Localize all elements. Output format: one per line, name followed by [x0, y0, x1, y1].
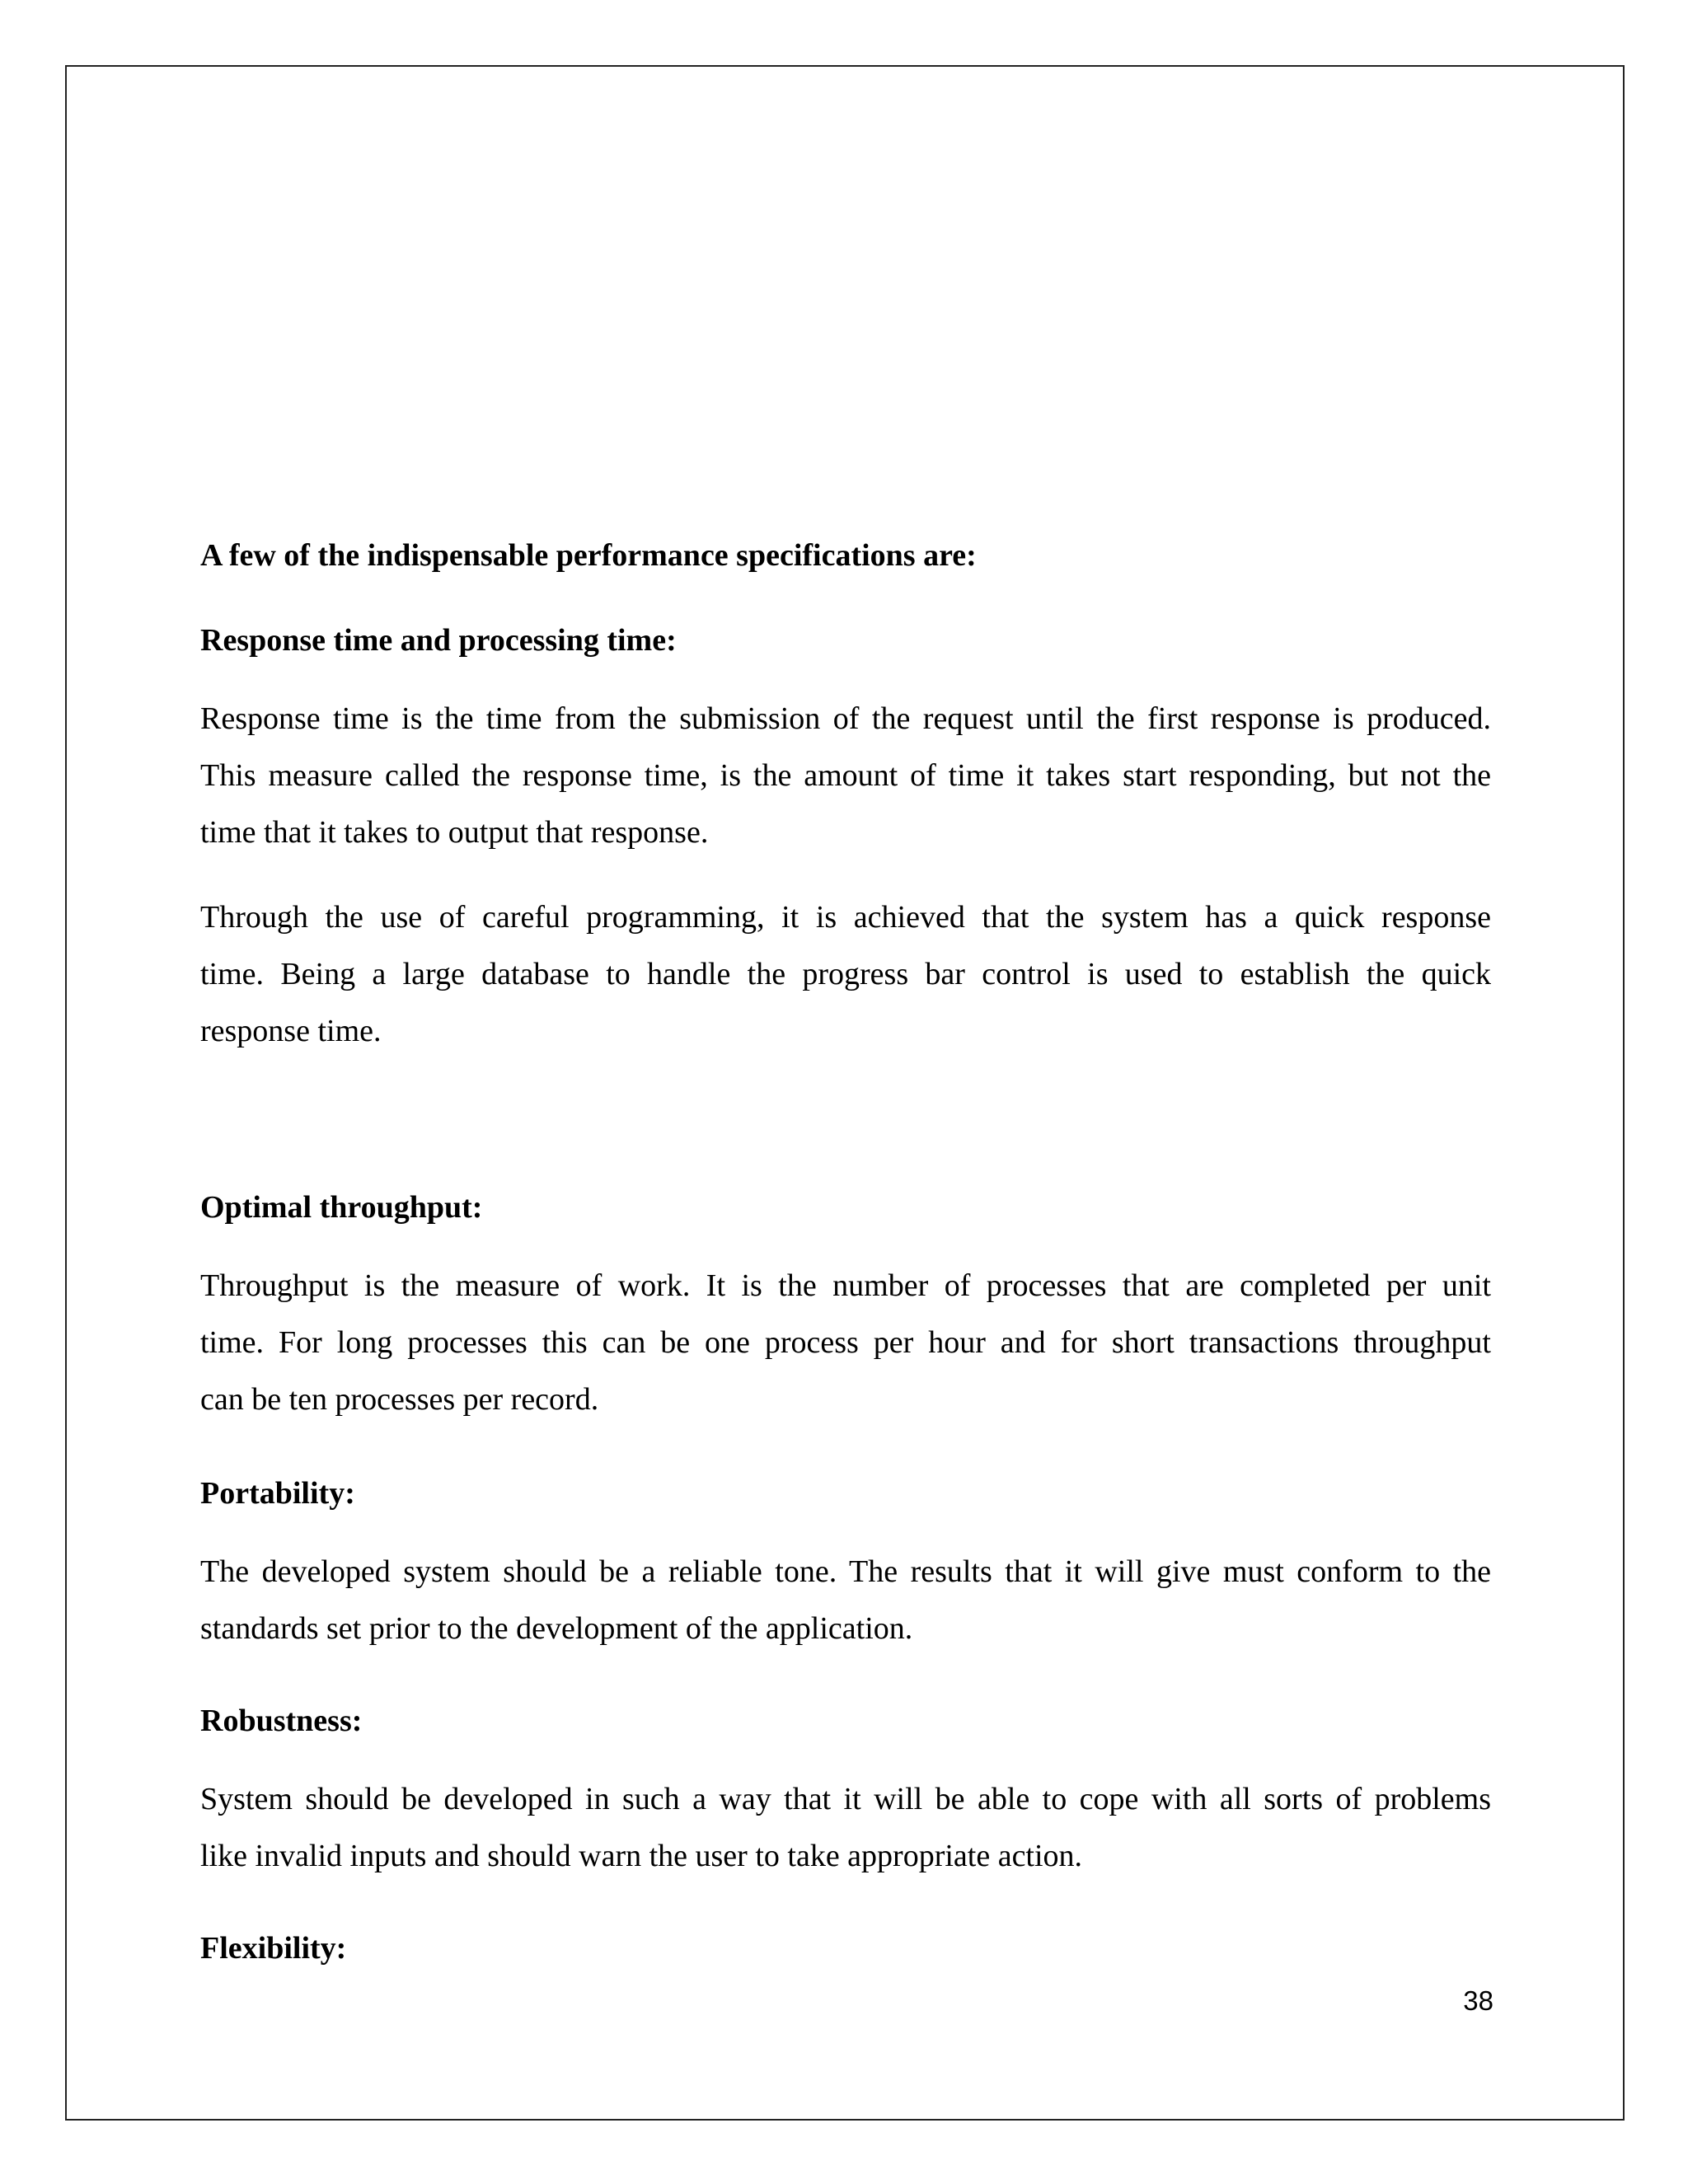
section-heading-optimal-throughput: Optimal throughput:: [200, 1190, 483, 1225]
paragraph-line: like invalid inputs and should warn the user to take appropriate action.: [200, 1839, 1083, 1873]
intro-heading: A few of the indispensable performance specifications are:: [200, 538, 977, 573]
paragraph-line: can be ten processes per record.: [200, 1382, 599, 1417]
paragraph-line: The developed system should be a reliable tone. The results that it will give must conform to the: [200, 1554, 1491, 1589]
paragraph-line: Response time is the time from the submission of the request until the first response is produced.: [200, 701, 1491, 736]
paragraph-line: Through the use of careful programming, it is achieved that the system has a quick response: [200, 900, 1491, 935]
paragraph-line: time. Being a large database to handle the progress bar control is used to establish the quick: [200, 957, 1491, 991]
paragraph-line: standards set prior to the development of the application.: [200, 1611, 913, 1646]
section-heading-flexibility: Flexibility:: [200, 1931, 347, 1966]
paragraph-line: time. For long processes this can be one process per hour and for short transactions throughput: [200, 1325, 1491, 1360]
section-heading-portability: Portability:: [200, 1476, 355, 1511]
paragraph-line: response time.: [200, 1014, 382, 1048]
paragraph-robustness: [200, 1771, 1491, 1885]
paragraph-response-time: [200, 691, 1491, 861]
paragraph-line: time that it takes to output that response.: [200, 815, 709, 850]
paragraph-line: System should be developed in such a way that it will be able to cope with all sorts of problems: [200, 1782, 1491, 1816]
section-heading-robustness: Robustness:: [200, 1704, 363, 1738]
paragraph-throughput: [200, 1258, 1491, 1428]
paragraph-portability: [200, 1544, 1491, 1657]
paragraph-line: This measure called the response time, is the amount of time it takes start responding, but not the: [200, 758, 1491, 793]
section-heading-response-time: Response time and processing time:: [200, 623, 677, 658]
paragraph-quick-response: [200, 889, 1491, 1060]
paragraph-line: Throughput is the measure of work. It is the number of processes that are completed per unit: [200, 1268, 1491, 1303]
page-number: 38: [1463, 1985, 1493, 2016]
